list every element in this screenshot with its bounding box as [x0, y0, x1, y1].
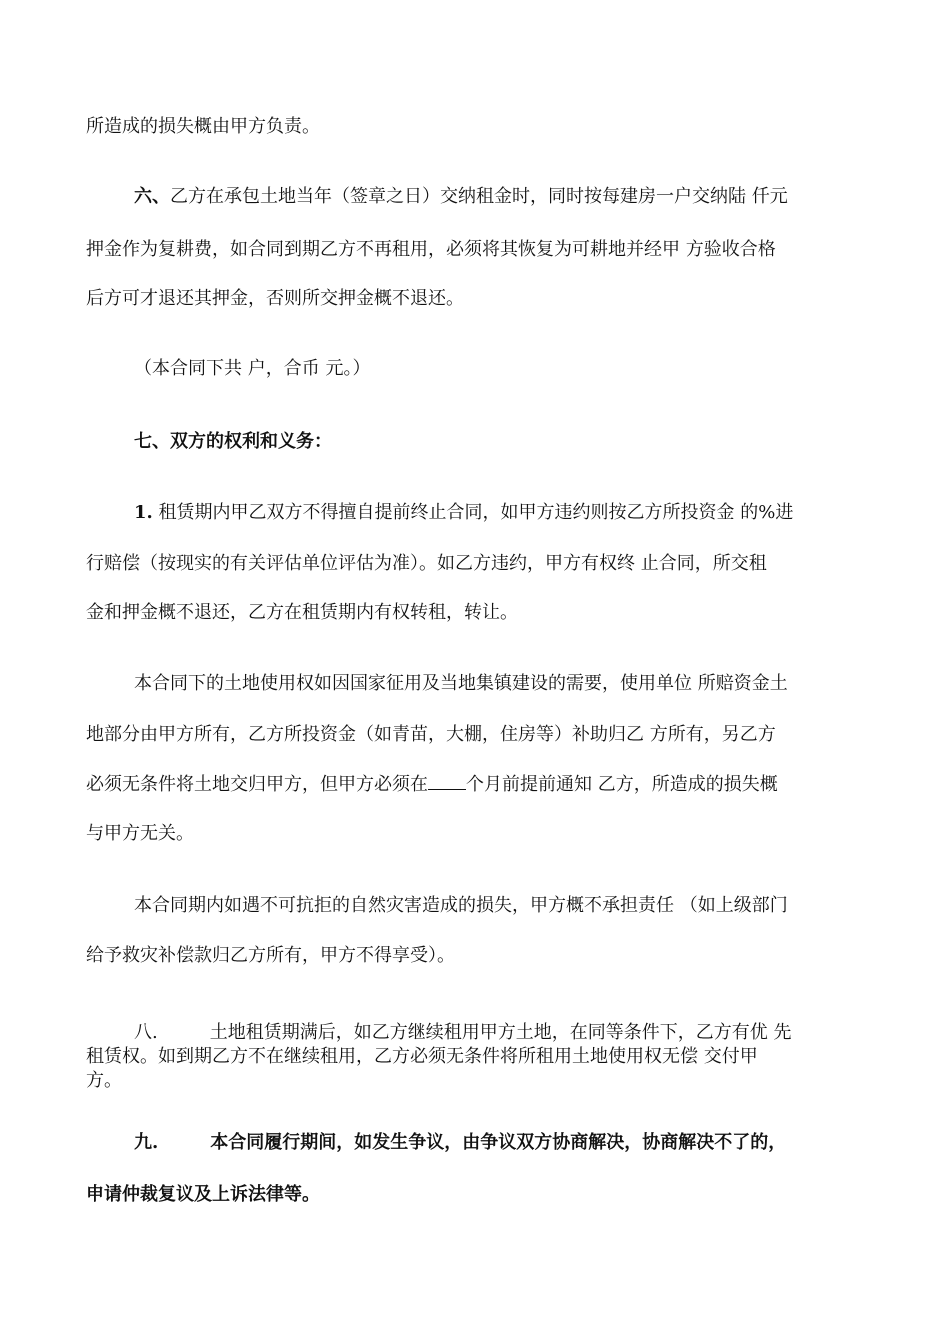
clause-nine-line [134, 1132, 876, 1154]
paragraph-line: 申请仲裁复议及上诉法律等。 [86, 1184, 320, 1205]
item-one-label: 1. [134, 502, 153, 523]
clause-eight-label: 八. [134, 1022, 158, 1043]
clause-nine-text: 本合同履行期间，如发生争议，由争议双方协商解决，协商解决不了的， [210, 1132, 787, 1153]
clause-nine-label: 九. [134, 1132, 159, 1153]
clause-six-text: 乙方在承包土地当年（签章之日）交纳租金时，同时按每建房一户交纳陆 仟元 [170, 186, 788, 207]
clause-eight-line [134, 1022, 876, 1044]
paragraph-line: 押金作为复耕费，如合同到期乙方不再租用，必须将其恢复为可耕地并经甲 方验收合格 [86, 239, 776, 260]
paragraph-line: 本合同下的土地使用权如因国家征用及当地集镇建设的需要，使用单位 所赔资金土 [134, 673, 788, 694]
paragraph-segment: 个月前提前通知 乙方，所造成的损失概 [466, 774, 778, 795]
paragraph-line: 金和押金概不退还，乙方在租赁期内有权转租，转让。 [86, 602, 518, 623]
paragraph-line: 后方可才退还其押金，否则所交押金概不退还。 [86, 288, 464, 309]
blank-underline [428, 775, 466, 790]
paragraph-line: （本合同下共 户，合币 元。） [134, 358, 371, 379]
clause-six-line [134, 186, 876, 208]
paragraph-line [86, 774, 876, 796]
paragraph-line: 与甲方无关。 [86, 823, 194, 844]
clause-six-label: 六、 [134, 186, 170, 207]
section-heading: 七、双方的权利和义务： [134, 431, 332, 452]
clause-eight-text: 土地租赁期满后，如乙方继续租用甲方土地，在同等条件下，乙方有优 先 [209, 1022, 792, 1043]
paragraph-line: 所造成的损失概由甲方负责。 [86, 116, 320, 137]
item-one-line [134, 502, 876, 524]
paragraph-line: 租赁权。如到期乙方不在继续租用，乙方必须无条件将所租用土地使用权无偿 交付甲 [86, 1046, 758, 1067]
paragraph-line: 方。 [86, 1070, 122, 1091]
paragraph-line: 本合同期内如遇不可抗拒的自然灾害造成的损失，甲方概不承担责任 （如上级部门 [134, 895, 788, 916]
paragraph-line: 给予救灾补偿款归乙方所有，甲方不得享受）。 [86, 945, 455, 966]
paragraph-segment: 必须无条件将土地交归甲方，但甲方必须在 [86, 774, 428, 795]
item-one-text: 租赁期内甲乙双方不得擅自提前终止合同，如甲方违约则按乙方所投资金 的%进 [158, 502, 794, 523]
paragraph-line: 行赔偿（按现实的有关评估单位评估为准）。如乙方违约，甲方有权终 止合同，所交租 [86, 553, 767, 574]
paragraph-line: 地部分由甲方所有，乙方所投资金（如青苗，大棚，住房等）补助归乙 方所有，另乙方 [86, 724, 776, 745]
